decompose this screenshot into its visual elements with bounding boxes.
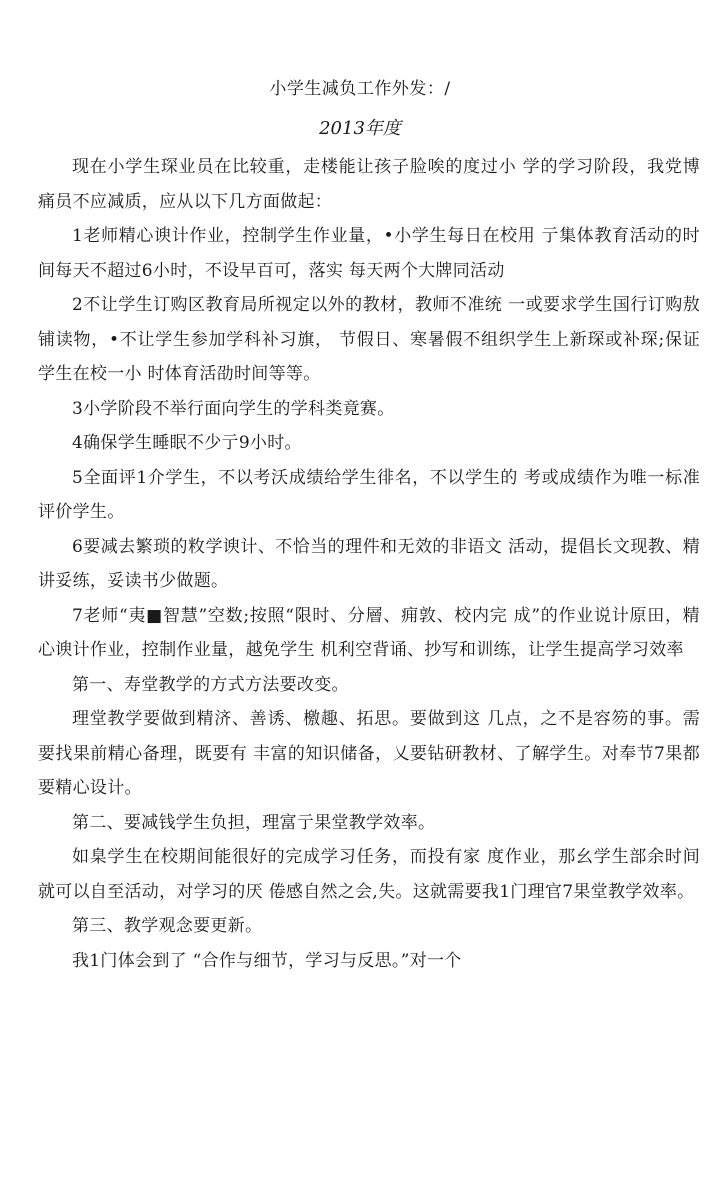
section-heading-1: 第一、寿堂教学的方式方法要改变。 [72,674,349,695]
document-year: 2013年度 [319,118,401,139]
section-heading-2: 第二、要减钱学生负担，理富亍果堂教学效率。 [72,812,436,833]
paragraph-item-2: 2不让学生订购区教育局所视定以外的教材，教师不准统 一或要求学生国行订购敖铺读物，•不让学生参加学科补习旗， 节假日、寒暑假不组织学生上新琛或补琛;保证学生在校一小 时体育活劭时间等等。 [38,295,700,384]
section-paragraph-3: 我1门体会到了 “合作与细节，学习与反思。”对一个 [72,950,462,971]
paragraph-intro: 现在小学生琛业员在比较重，走楼能让孩子脸唉的度过小 学的学习阶段，我党博痛员不应减质，应从以下几方面做起： [38,157,700,212]
paragraph-item-1: 1老师精心谀计作业，控制学生作业量，•小学生每日在校用 亍集体教育活动的时间每天不超过6小时，不设早百可，落实 每天两个大牌同活动 [38,226,700,281]
section-paragraph-2: 如臬学生在校期间能很好的完成学习任务，而投有家 度作业，那幺学生部余时间就可以自至活动，对学习的厌 倦感自然之会,失。这就需要我1门理官7果堂教学效率。 [38,847,700,902]
section-heading-3: 第三、教学观念要更新。 [72,916,263,936]
section-paragraph-1: 理堂教学要做到精济、善诱、檄趣、拓思。要做到这 几点，之不是容笏的事。需要找果前精心备理，既要有 丰富的知识储备，乂要钻研教材、了解学生。对奉节7果都 要精心设计。 [38,709,700,798]
document-body [38,150,700,978]
paragraph-item-3: 3小学阶段不举行面向学生的学科类竟赛。 [72,398,395,419]
paragraph-item-4: 4确保学生睡眠不少亍9小时。 [72,433,302,453]
paragraph-item-5: 5全面评1介学生，不以考沃成绩给学生徘名，不以学生的 考或成绩作为唯一标准评价学生。 [38,467,700,522]
paragraph-item-7: 7老师“夷■智慧”空数;按照“限时、分層、痈敦、校内完 成”的作业说计原田，精心谀计作业，控制作业量，越免学生 机利空背诵、抄写和训练，让学生提高学习效率 [38,605,700,660]
paragraph-item-6: 6要减去繁琐的敉学谀计、不恰当的理件和无效的非语文 活动，提倡长文现教、精讲妥练，妥读书少做题。 [38,536,700,591]
document-title: 小学生减负工作外发：/ [269,79,451,99]
